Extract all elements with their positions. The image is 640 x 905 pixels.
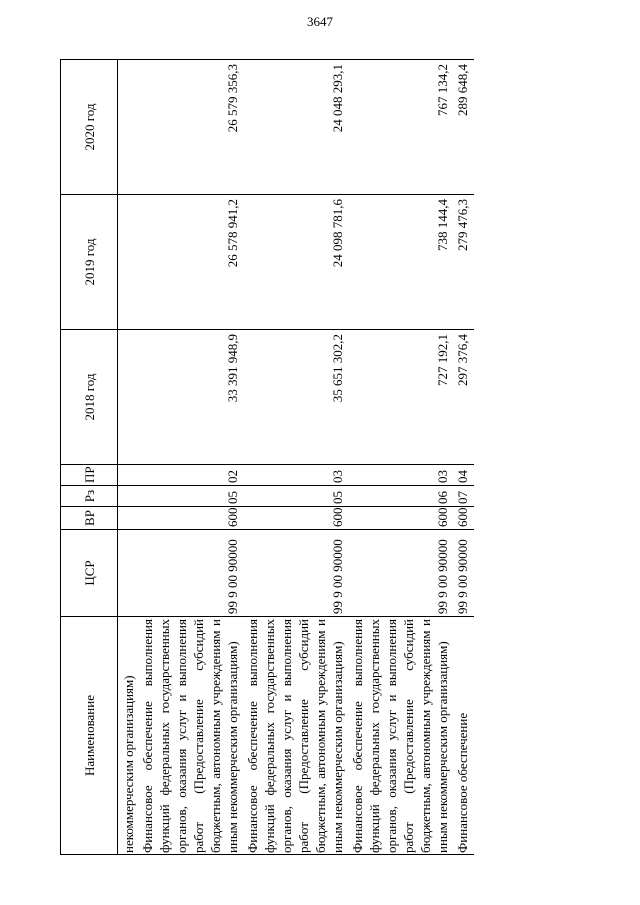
- row-rz: [118, 486, 140, 507]
- row-2018: 297 376,4: [454, 330, 474, 465]
- row-vr: 600: [454, 507, 474, 530]
- budget-table-rotated: [60, 60, 599, 855]
- header-rz: Рз: [61, 486, 118, 507]
- table-row: [349, 60, 454, 855]
- row-2019: 24 098 781,6: [244, 195, 349, 330]
- row-rz: 05: [244, 486, 349, 507]
- row-2018: 33 391 948,9: [139, 330, 244, 465]
- row-pr: 03: [244, 465, 349, 486]
- row-2020: 767 134,2: [349, 60, 454, 195]
- row-2020: 289 648,4: [454, 60, 474, 195]
- header-csr: ЦСР: [61, 530, 118, 617]
- page-number: 3647: [307, 14, 333, 29]
- row-pr: 03: [349, 465, 454, 486]
- row-2019: 738 144,4: [349, 195, 454, 330]
- row-name: Финансовое обеспечение выполнения функций федеральных государственных органов, оказания услуг и выполнения работ (Предоставление субсидий бюджетным, автономным учреждениям и иным некоммерческим организациям): [244, 617, 349, 855]
- row-csr: 99 9 00 90000: [244, 530, 349, 617]
- row-2019: 26 578 941,2: [139, 195, 244, 330]
- row-vr: [118, 507, 140, 530]
- budget-table: [60, 59, 474, 855]
- row-2018: 35 651 302,2: [244, 330, 349, 465]
- row-2019: 279 476,3: [454, 195, 474, 330]
- row-vr: 600: [244, 507, 349, 530]
- row-pr: 04: [454, 465, 474, 486]
- row-vr: 600: [139, 507, 244, 530]
- row-csr: 99 9 00 90000: [139, 530, 244, 617]
- header-2018: 2018 год: [61, 330, 118, 465]
- row-pr: [118, 465, 140, 486]
- row-rz: 07: [454, 486, 474, 507]
- row-2018: 727 192,1: [349, 330, 454, 465]
- header-vr: ВР: [61, 507, 118, 530]
- row-2018: [118, 330, 140, 465]
- row-pr: 02: [139, 465, 244, 486]
- row-name: Финансовое обеспечение выполнения функций федеральных государственных органов, оказания услуг и выполнения работ (Предоставление субсидий бюджетным, автономным учреждениям и иным некоммерческим организациям): [349, 617, 454, 855]
- row-rz: 05: [139, 486, 244, 507]
- row-csr: 99 9 00 90000: [349, 530, 454, 617]
- table-row: [139, 60, 244, 855]
- row-name: Финансовое обеспечение выполнения функций федеральных государственных органов, оказания услуг и выполнения работ (Предоставление субсидий бюджетным, автономным учреждениям и иным некоммерческим организациям): [139, 617, 244, 855]
- row-2020: [118, 60, 140, 195]
- row-2019: [118, 195, 140, 330]
- row-2020: 24 048 293,1: [244, 60, 349, 195]
- header-pr: ПР: [61, 465, 118, 486]
- row-name: некоммерческим организациям): [118, 617, 140, 855]
- header-name: Наименование: [61, 617, 118, 855]
- row-csr: [118, 530, 140, 617]
- budget-table-wrapper: [60, 60, 599, 855]
- row-rz: 06: [349, 486, 454, 507]
- row-name: Финансовое обеспечение: [454, 617, 474, 855]
- row-vr: 600: [349, 507, 454, 530]
- header-2020: 2020 год: [61, 60, 118, 195]
- table-row: [118, 60, 140, 855]
- header-2019: 2019 год: [61, 195, 118, 330]
- table-row: [244, 60, 349, 855]
- table-header-row: [61, 60, 118, 855]
- table-row: [454, 60, 474, 855]
- row-2020: 26 579 356,3: [139, 60, 244, 195]
- row-csr: 99 9 00 90000: [454, 530, 474, 617]
